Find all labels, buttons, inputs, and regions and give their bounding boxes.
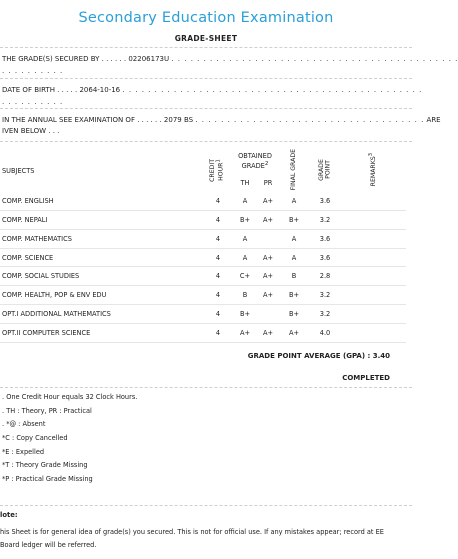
divider xyxy=(0,78,412,79)
final-grade-cell: A+ xyxy=(278,324,310,343)
divider xyxy=(0,505,412,506)
table-row xyxy=(0,229,406,248)
dob-dots: . . . . . . . . . . . . . . . . . . . . . . . . . . . . . . . . . . . . . . . . . . . . . . . xyxy=(122,86,423,94)
exam-line-2 xyxy=(2,127,59,135)
dob-dots-line xyxy=(2,98,63,106)
legend-item: . *@ : Absent xyxy=(2,420,46,428)
credit-hour-cell: 4 xyxy=(204,210,232,229)
remarks-cell xyxy=(340,267,406,286)
credit-hour-cell: 4 xyxy=(204,286,232,305)
credit-hour-header: CREDIT HOUR$^1$ xyxy=(209,158,226,182)
th-grade-cell: A xyxy=(232,229,258,248)
final-grade-cell: A xyxy=(278,248,310,267)
pr-grade-cell: A+ xyxy=(258,248,278,267)
final-grade-cell: B xyxy=(278,267,310,286)
divider xyxy=(0,108,412,109)
grade-point-cell: 3.6 xyxy=(310,248,340,267)
th-grade-cell: B xyxy=(232,286,258,305)
top-divider xyxy=(0,47,412,48)
th-grade-cell: C+ xyxy=(232,267,258,286)
remarks-cell xyxy=(340,210,406,229)
final-grade-cell: B+ xyxy=(278,286,310,305)
pr-grade-cell: A+ xyxy=(258,192,278,210)
grade-point-cell: 3.2 xyxy=(310,305,340,324)
legend-item: . One Credit Hour equals 32 Clock Hours. xyxy=(2,393,138,401)
legend-item: *C : Copy Cancelled xyxy=(2,434,68,442)
table-row xyxy=(0,286,406,305)
subject-cell: OPT.II COMPUTER SCIENCE xyxy=(0,324,204,343)
note-text: his Sheet is for general idea of grade(s) you secured. This is not for official use. If any mistakes appear; record at EE Board ledger will be referred. xyxy=(0,528,384,549)
table-row xyxy=(0,210,406,229)
grade-secured-dots-line xyxy=(2,67,63,75)
grade-point-cell: 2.8 xyxy=(310,267,340,286)
remarks-cell xyxy=(340,324,406,343)
note-heading: lote: xyxy=(0,511,18,519)
subject-cell: OPT.I ADDITIONAL MATHEMATICS xyxy=(0,305,204,324)
grade-point-cell: 3.6 xyxy=(310,229,340,248)
th-grade-cell: A+ xyxy=(232,324,258,343)
remarks-header: REMARKS$^3$ xyxy=(367,153,377,187)
grade-point-cell: 3.6 xyxy=(310,192,340,210)
result-status: COMPLETED xyxy=(342,374,390,382)
remarks-cell xyxy=(340,305,406,324)
exam-given-below: IVEN BELOW . . . xyxy=(2,127,60,135)
subject-cell: COMP. HEALTH, POP & ENV EDU xyxy=(0,286,204,305)
table-row xyxy=(0,267,406,286)
dob-line xyxy=(2,86,422,94)
symbol-number: 02206173U xyxy=(128,55,170,63)
grade-point-cell: 4.0 xyxy=(310,324,340,343)
grade-secured-dots-cont: . . . . . . . . . . xyxy=(2,67,64,75)
table-row xyxy=(0,324,406,343)
grade-point-cell: 3.2 xyxy=(310,286,340,305)
dob-dots-cont: . . . . . . . . . . xyxy=(2,98,64,106)
final-grade-header: FINAL GRADE xyxy=(289,149,297,191)
final-grade-cell: B+ xyxy=(278,210,310,229)
gpa-summary: GRADE POINT AVERAGE (GPA) : 3.40 xyxy=(247,352,390,360)
exam-dots: . . . . . . . . . . . . . . . . . . . . . . . . . . . . . . . . . . . . xyxy=(195,116,425,124)
divider xyxy=(0,141,412,142)
exam-line xyxy=(2,116,441,124)
date-of-birth: 2064-10-16 xyxy=(79,86,121,94)
remarks-cell xyxy=(340,229,406,248)
pr-grade-cell xyxy=(258,229,278,248)
grade-secured-dots: . . . . . . . . . . . . . . . . . . . . . . . . . . . . . . . . . . . . . . . . . . . . . xyxy=(171,55,458,63)
remarks-cell xyxy=(340,286,406,305)
credit-hour-cell: 4 xyxy=(204,324,232,343)
credit-hour-cell: 4 xyxy=(204,192,232,210)
table-row xyxy=(0,248,406,267)
exam-label: IN THE ANNUAL SEE EXAMINATION OF . . . . . . xyxy=(2,116,162,124)
subject-cell: COMP. SCIENCE xyxy=(0,248,204,267)
remarks-cell xyxy=(340,192,406,210)
legend-item: . TH : Theory, PR : Practical xyxy=(2,407,92,415)
pr-grade-cell: A+ xyxy=(258,286,278,305)
grade-secured-label: THE GRADE(S) SECURED BY . . . . . . xyxy=(2,55,127,63)
pr-grade-cell: A+ xyxy=(258,324,278,343)
divider xyxy=(0,387,412,388)
th-grade-cell: A xyxy=(232,192,258,210)
exam-tail: ARE xyxy=(426,116,441,124)
th-header: TH xyxy=(240,178,250,187)
exam-year: 2079 BS xyxy=(163,116,194,124)
table-row xyxy=(0,305,406,324)
pr-grade-cell: A+ xyxy=(258,210,278,229)
grade-point-header: GRADE POINT xyxy=(317,159,331,181)
final-grade-cell: A xyxy=(278,192,310,210)
credit-hour-cell: 4 xyxy=(204,267,232,286)
final-grade-cell: B+ xyxy=(278,305,310,324)
obtained-grade-header: OBTAINED GRADE$^2$ xyxy=(238,152,272,171)
grade-sheet-subtitle: GRADE-SHEET xyxy=(174,34,238,43)
remarks-cell xyxy=(340,248,406,267)
table-row xyxy=(0,192,406,210)
credit-hour-cell: 4 xyxy=(204,248,232,267)
pr-grade-cell: A+ xyxy=(258,267,278,286)
credit-hour-cell: 4 xyxy=(204,305,232,324)
legend-item: *E : Expelled xyxy=(2,448,45,456)
legend-item: *P : Practical Grade Missing xyxy=(2,475,93,483)
grades-table xyxy=(0,150,406,343)
th-grade-cell: A xyxy=(232,248,258,267)
grade-point-cell: 3.2 xyxy=(310,210,340,229)
subject-cell: COMP. NEPALI xyxy=(0,210,204,229)
grade-secured-line xyxy=(2,55,458,63)
pr-grade-cell xyxy=(258,305,278,324)
th-grade-cell: B+ xyxy=(232,210,258,229)
table-header-row xyxy=(0,150,406,174)
subject-cell: COMP. ENGLISH xyxy=(0,192,204,210)
subject-cell: COMP. SOCIAL STUDIES xyxy=(0,267,204,286)
final-grade-cell: A xyxy=(278,229,310,248)
page-title: Secondary Education Examination xyxy=(78,10,334,26)
subject-cell: COMP. MATHEMATICS xyxy=(0,229,204,248)
dob-label: DATE OF BIRTH . . . . . xyxy=(2,86,78,94)
subjects-header: SUBJECTS xyxy=(2,166,35,175)
credit-hour-cell: 4 xyxy=(204,229,232,248)
th-grade-cell: B+ xyxy=(232,305,258,324)
legend-item: *T : Theory Grade Missing xyxy=(2,461,88,469)
pr-header: PR xyxy=(263,178,273,187)
